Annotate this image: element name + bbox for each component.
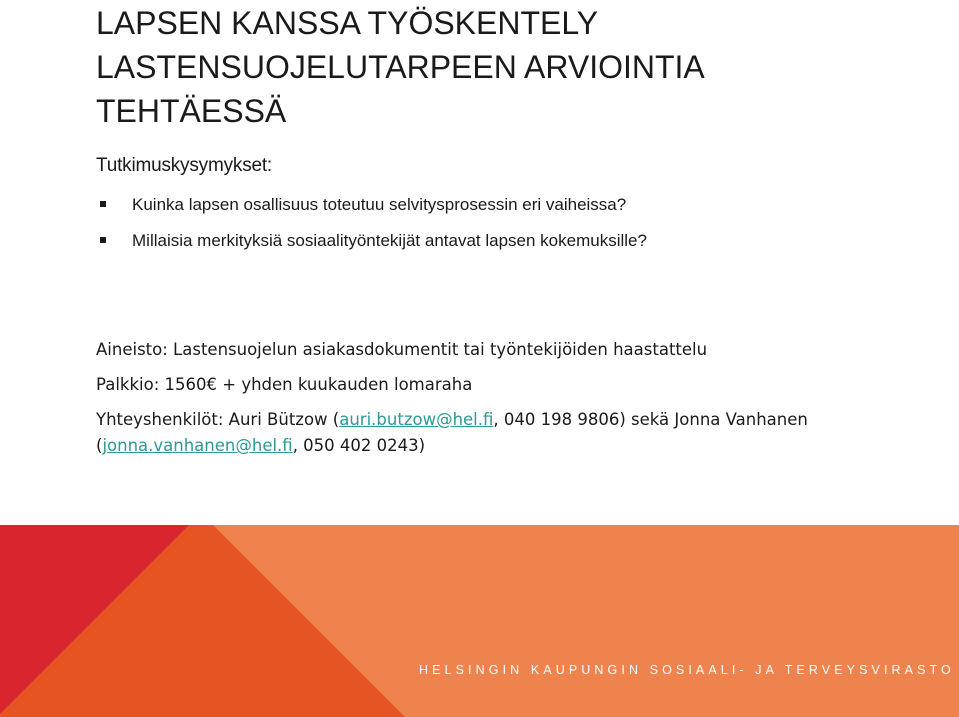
contact1-prefix: Auri Bützow ( (223, 410, 340, 429)
material-value: Lastensuojelun asiakasdokumentit tai työntekijöiden haastattelu (167, 340, 708, 359)
title-line-2: LASTENSUOJELUTARPEEN ARVIOINTIA (96, 49, 705, 85)
contacts-label: Yhteyshenkilöt: (96, 410, 224, 429)
material-line (96, 337, 916, 363)
contact1-email-link[interactable]: auri.butzow@hel.fi (339, 410, 494, 429)
fee-label: Palkkio: (96, 375, 160, 394)
material-label: Aineisto: (96, 340, 168, 359)
page-title (96, 0, 916, 133)
footer-shapes (0, 525, 959, 717)
question-text: Kuinka lapsen osallisuus toteutuu selvitysprosessin eri vaiheissa? (132, 195, 627, 214)
square-bullet-icon (100, 201, 106, 207)
list-item (96, 194, 916, 216)
contact1-suffix: , 040 198 9806) sekä Jonna Vanhanen ( (96, 410, 808, 455)
title-line-1: LAPSEN KANSSA TYÖSKENTELY (96, 5, 599, 41)
contact2-suffix: , 050 402 0243) (292, 436, 426, 455)
contacts-block (96, 407, 916, 459)
research-questions-heading: Tutkimuskysymykset: (96, 155, 273, 176)
question-text: Millaisia merkityksiä sosiaalityöntekijät antavat lapsen kokemuksille? (132, 231, 647, 250)
footer-band (0, 525, 959, 717)
title-line-3: TEHTÄESSÄ (96, 93, 287, 129)
fee-value: 1560€ + yhden kuukauden lomaraha (159, 375, 473, 394)
fee-line (96, 372, 916, 398)
research-questions-list (96, 194, 916, 266)
square-bullet-icon (100, 237, 106, 243)
footer-organization: HELSINGIN KAUPUNGIN SOSIAALI- JA TERVEYSVIRASTO (419, 663, 955, 677)
contact2-email-link[interactable]: jonna.vanhanen@hel.fi (102, 436, 293, 455)
list-item (96, 230, 916, 252)
